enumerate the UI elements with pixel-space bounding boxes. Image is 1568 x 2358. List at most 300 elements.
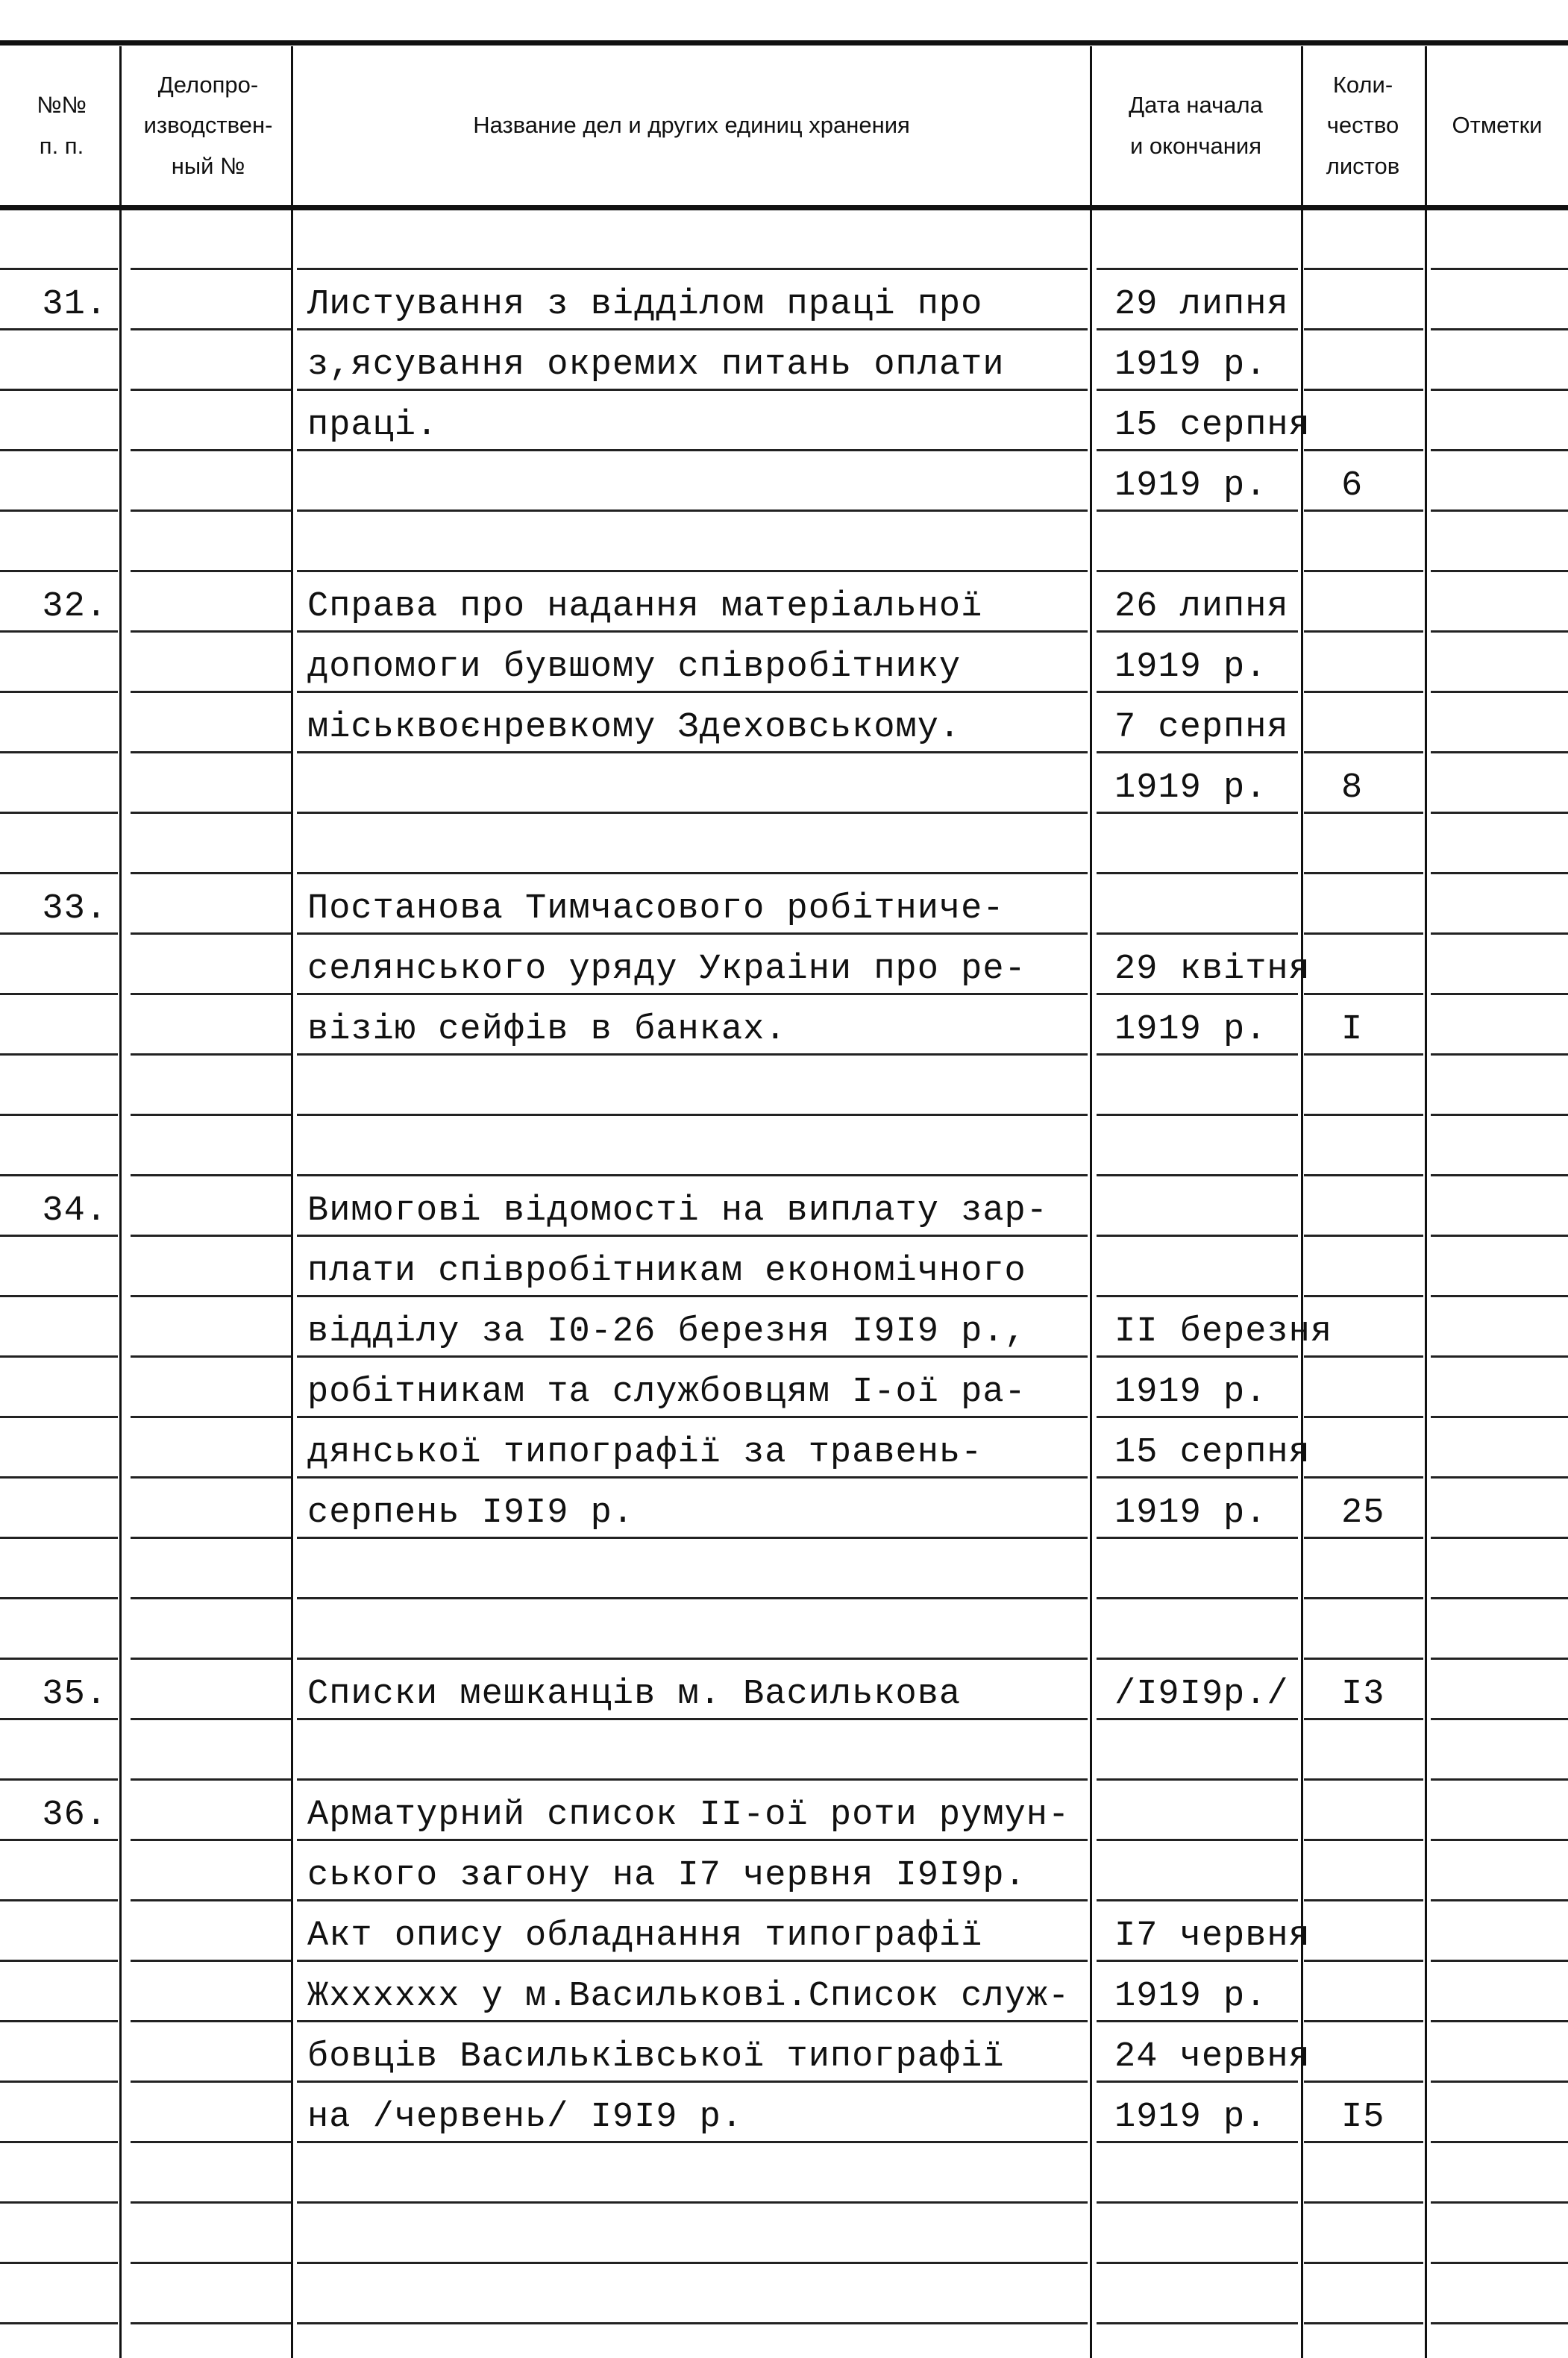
file-title-cell [297,1962,1088,2022]
file-title-cell [297,995,1088,1056]
row-number-cell [0,1418,118,1479]
file-title-text: серпень I9I9 р. [307,1493,635,1533]
notes-cell [1431,270,1568,330]
date-range-cell [1097,1116,1298,1176]
row-number-text: 36. [42,1796,107,1835]
file-title-text: дянської типографії за травень- [307,1433,983,1473]
sheet-count-cell [1304,210,1423,270]
table-row [0,874,1568,935]
header-col-sheets [1301,46,1425,205]
date-range-text: I7 червня [1114,1916,1311,1956]
table-row [0,451,1568,512]
date-range-cell [1097,1418,1311,1479]
date-range-text: 1919 р. [1114,1493,1267,1533]
table-row [0,1176,1568,1237]
notes-cell [1431,1297,1568,1358]
office-number-cell [131,1599,291,1660]
office-number-cell [131,330,291,391]
sheet-count-cell [1304,451,1423,512]
sheet-count-cell [1304,1539,1423,1599]
row-number-cell [0,1056,118,1116]
date-range-cell [1097,693,1298,753]
notes-cell [1431,1056,1568,1116]
file-title-cell [297,1539,1088,1599]
date-range-text: 1919 р. [1114,345,1267,385]
office-number-cell [131,2204,291,2264]
sheet-count-cell [1304,2204,1423,2264]
date-range-cell [1097,2204,1298,2264]
date-range-cell [1097,1901,1311,1962]
date-range-cell [1097,572,1298,633]
row-number-cell [0,1599,118,1660]
office-number-cell [131,693,291,753]
row-number-cell [0,814,118,874]
sheet-count-cell [1304,995,1423,1056]
sheet-count-cell [1304,2264,1423,2324]
sheet-count-cell [1304,1962,1423,2022]
office-number-cell [131,1901,291,1962]
date-range-cell [1097,391,1311,451]
office-number-cell [131,1962,291,2022]
sheet-count-cell [1304,633,1423,693]
notes-cell [1431,1237,1568,1297]
row-number-cell [0,1660,118,1720]
date-range-cell [1097,1660,1298,1720]
date-range-cell [1097,2143,1298,2204]
header-text: листов [1326,152,1400,179]
date-range-cell [1097,512,1298,572]
file-title-text: допомоги бувшому співробітнику [307,647,962,687]
notes-cell [1431,753,1568,814]
top-rule [0,40,1568,46]
sheet-count-text: I5 [1341,2098,1385,2137]
office-number-cell [131,1116,291,1176]
row-number-cell [0,2204,118,2264]
file-title-cell [297,1418,1088,1479]
date-range-cell [1097,2083,1298,2143]
row-number-cell [0,1358,118,1418]
header-col-title [292,46,1091,205]
row-number-cell [0,995,118,1056]
notes-cell [1431,1418,1568,1479]
row-number-cell [0,2143,118,2204]
row-number-text: 35. [42,1675,107,1714]
file-title-text: робітникам та службовцям I-ої ра- [307,1373,1026,1412]
row-number-text: 32. [42,587,107,627]
date-range-text: 1919 р. [1114,2098,1267,2137]
row-number-cell [0,1962,118,2022]
date-range-cell [1097,451,1298,512]
date-range-cell [1097,330,1298,391]
header-col-number [0,46,123,205]
row-number-cell [0,2264,118,2324]
row-number-cell [0,1841,118,1901]
notes-cell [1431,512,1568,572]
table-row [0,1479,1568,1539]
date-range-cell [1097,1841,1298,1901]
notes-cell [1431,451,1568,512]
office-number-cell [131,1418,291,1479]
office-number-cell [131,1237,291,1297]
office-number-cell [131,874,291,935]
table-row [0,2022,1568,2083]
file-title-text: візію сейфів в банках. [307,1010,787,1050]
file-title-cell [297,572,1088,633]
notes-cell [1431,693,1568,753]
file-title-text: бовців Васильківської типографії [307,2037,1005,2077]
row-number-cell [0,1237,118,1297]
row-number-cell [0,753,118,814]
row-number-cell [0,1116,118,1176]
table-row [0,1781,1568,1841]
header-text: п. п. [39,132,84,159]
date-range-cell [1097,270,1298,330]
sheet-count-text: 25 [1341,1493,1385,1533]
file-title-cell [297,2204,1088,2264]
row-number-cell [0,2083,118,2143]
row-number-cell [0,1781,118,1841]
table-row [0,572,1568,633]
file-title-text: Акт опису обладнання типографії [307,1916,983,1956]
file-title-text: міськвоєнревкому Здеховському. [307,708,962,747]
file-title-text: селянського уряду Украіни про ре- [307,950,1026,989]
date-range-text: 29 липня [1114,285,1289,324]
row-number-text: 34. [42,1191,107,1231]
file-title-cell [297,633,1088,693]
date-range-cell [1097,1056,1298,1116]
date-range-text: 26 липня [1114,587,1289,627]
table-row [0,814,1568,874]
file-title-cell [297,1056,1088,1116]
header-text: №№ [37,92,87,119]
table-row [0,995,1568,1056]
file-title-cell [297,693,1088,753]
date-range-cell [1097,633,1298,693]
table-row [0,1237,1568,1297]
sheet-count-cell [1304,1599,1423,1660]
office-number-cell [131,210,291,270]
file-title-cell [297,2143,1088,2204]
table-row [0,1358,1568,1418]
row-number-cell [0,330,118,391]
date-range-cell [1097,1297,1333,1358]
table-row [0,1841,1568,1901]
table-row [0,2143,1568,2204]
sheet-count-cell [1304,2022,1423,2083]
notes-cell [1431,2264,1568,2324]
sheet-count-cell [1304,1720,1423,1781]
file-title-cell [297,1781,1088,1841]
sheet-count-text: 6 [1341,466,1364,506]
office-number-cell [131,2083,291,2143]
row-number-cell [0,1901,118,1962]
file-title-cell [297,1901,1088,1962]
date-range-cell [1097,753,1298,814]
table-row [0,1297,1568,1358]
notes-cell [1431,1781,1568,1841]
notes-cell [1431,391,1568,451]
sheet-count-cell [1304,512,1423,572]
row-number-cell [0,512,118,572]
sheet-count-cell [1304,874,1423,935]
sheet-count-text: 8 [1341,768,1364,808]
row-number-cell [0,270,118,330]
file-title-text: відділу за I0-26 березня I9I9 р., [307,1312,1026,1352]
office-number-cell [131,935,291,995]
office-number-cell [131,1297,291,1358]
table-row [0,1599,1568,1660]
date-range-cell [1097,2264,1298,2324]
notes-cell [1431,633,1568,693]
notes-cell [1431,2083,1568,2143]
file-title-cell [297,1297,1088,1358]
office-number-cell [131,512,291,572]
date-range-cell [1097,1962,1298,2022]
office-number-cell [131,1056,291,1116]
date-range-cell [1097,874,1298,935]
sheet-count-cell [1304,753,1423,814]
notes-cell [1431,1599,1568,1660]
table-row [0,633,1568,693]
sheet-count-cell [1304,1297,1423,1358]
row-number-cell [0,1720,118,1781]
table-row [0,391,1568,451]
office-number-cell [131,633,291,693]
table-row [0,935,1568,995]
date-range-cell [1097,2022,1311,2083]
sheet-count-cell [1304,1660,1423,1720]
header-text: чество [1326,112,1399,139]
file-title-text: Справа про надання матеріальної [307,587,983,627]
file-title-text: Жxxxxxx у м.Васильковi.Список служ- [307,1977,1070,2016]
sheet-count-cell [1304,1237,1423,1297]
office-number-cell [131,1841,291,1901]
file-title-text: Арматурний список II-ої роти румун- [307,1796,1070,1835]
office-number-cell [131,1660,291,1720]
table-row [0,2204,1568,2264]
notes-cell [1431,1660,1568,1720]
sheet-count-cell [1304,572,1423,633]
sheet-count-cell [1304,935,1423,995]
office-number-cell [131,1176,291,1237]
date-range-cell [1097,814,1298,874]
sheet-count-cell [1304,1116,1423,1176]
file-title-cell [297,2264,1088,2324]
file-title-cell [297,330,1088,391]
notes-cell [1431,1116,1568,1176]
date-range-text: 1919 р. [1114,1977,1267,2016]
notes-cell [1431,330,1568,391]
sheet-count-cell [1304,330,1423,391]
notes-cell [1431,2022,1568,2083]
notes-cell [1431,1720,1568,1781]
file-title-text: ського загону на I7 червня I9I9р. [307,1856,1026,1896]
table-row [0,1539,1568,1599]
date-range-cell [1097,1781,1298,1841]
office-number-cell [131,753,291,814]
office-number-cell [131,270,291,330]
row-number-cell [0,2022,118,2083]
office-number-cell [131,814,291,874]
file-title-text: Вимогові відомості на виплату зар- [307,1191,1048,1231]
date-range-cell [1097,995,1298,1056]
file-title-text: на /червень/ I9I9 р. [307,2098,744,2137]
notes-cell [1431,1358,1568,1418]
date-range-text: 1919 р. [1114,647,1267,687]
date-range-text: /I9I9р./ [1114,1675,1289,1714]
row-number-cell [0,874,118,935]
office-number-cell [131,1720,291,1781]
date-range-text: 1919 р. [1114,466,1267,506]
file-title-text: Листування з відділом праці про [307,285,983,324]
notes-cell [1431,572,1568,633]
sheet-count-cell [1304,391,1423,451]
table-row [0,1418,1568,1479]
file-title-text: Списки мешканців м. Василькова [307,1675,962,1714]
header-text: и окончания [1129,132,1262,159]
file-title-cell [297,1237,1088,1297]
sheet-count-text: I3 [1341,1675,1385,1714]
notes-cell [1431,1901,1568,1962]
file-title-cell [297,451,1088,512]
table-row [0,1660,1568,1720]
file-title-cell [297,1660,1088,1720]
table-row [0,1962,1568,2022]
date-range-cell [1097,1479,1298,1539]
sheet-count-cell [1304,270,1423,330]
file-title-cell [297,1599,1088,1660]
table-row [0,1056,1568,1116]
notes-cell [1431,2204,1568,2264]
row-number-text: 31. [42,285,107,324]
table-row [0,1901,1568,1962]
sheet-count-cell [1304,693,1423,753]
date-range-text: 1919 р. [1114,1373,1267,1412]
table-row [0,753,1568,814]
sheet-count-cell [1304,2143,1423,2204]
sheet-count-cell [1304,1056,1423,1116]
office-number-cell [131,1781,291,1841]
header-col-office-number [125,46,291,205]
row-number-cell [0,935,118,995]
notes-cell [1431,1479,1568,1539]
header-text: Делопро- [157,72,259,98]
file-title-cell [297,874,1088,935]
date-range-text: 29 квітня [1114,950,1311,989]
date-range-text: 15 серпня [1114,1433,1311,1473]
file-title-cell [297,1720,1088,1781]
sheet-count-cell [1304,1841,1423,1901]
date-range-text: 1919 р. [1114,768,1267,808]
date-range-text: 7 серпня [1114,708,1289,747]
header-text: ный № [171,152,245,179]
sheet-count-cell [1304,1176,1423,1237]
table-row [0,2083,1568,2143]
file-title-cell [297,814,1088,874]
notes-cell [1431,1841,1568,1901]
notes-cell [1431,995,1568,1056]
file-title-cell [297,2022,1088,2083]
date-range-text: 1919 р. [1114,1010,1267,1050]
office-number-cell [131,1539,291,1599]
date-range-cell [1097,1237,1298,1297]
row-number-cell [0,210,118,270]
notes-cell [1431,2143,1568,2204]
notes-cell [1431,1176,1568,1237]
office-number-cell [131,391,291,451]
table-row [0,1116,1568,1176]
office-number-cell [131,451,291,512]
notes-cell [1431,210,1568,270]
office-number-cell [131,1358,291,1418]
notes-cell [1431,1962,1568,2022]
row-number-text: 33. [42,889,107,929]
inventory-table-body [0,210,1568,2324]
file-title-text: праці. [307,406,439,445]
row-number-cell [0,693,118,753]
row-number-cell [0,1539,118,1599]
file-title-text: плати співробітникам економічного [307,1252,1026,1291]
row-number-cell [0,391,118,451]
file-title-cell [297,1116,1088,1176]
file-title-text: Постанова Тимчасового робітниче- [307,889,1005,929]
table-row [0,512,1568,572]
header-col-dates [1092,46,1299,205]
file-title-cell [297,753,1088,814]
sheet-count-cell [1304,1358,1423,1418]
date-range-text: 24 червня [1114,2037,1311,2077]
date-range-text: II березня [1114,1312,1333,1352]
file-title-cell [297,391,1088,451]
office-number-cell [131,995,291,1056]
table-row [0,693,1568,753]
office-number-cell [131,2143,291,2204]
office-number-cell [131,572,291,633]
date-range-cell [1097,1176,1298,1237]
table-row [0,330,1568,391]
file-title-cell [297,1176,1088,1237]
sheet-count-cell [1304,2083,1423,2143]
file-title-text: з,ясування окремих питань оплати [307,345,1005,385]
office-number-cell [131,2264,291,2324]
date-range-cell [1097,935,1311,995]
header-text: Коли- [1332,72,1393,98]
table-row [0,270,1568,330]
row-number-cell [0,1479,118,1539]
sheet-count-cell [1304,1479,1423,1539]
row-number-cell [0,633,118,693]
row-number-cell [0,1297,118,1358]
notes-cell [1431,814,1568,874]
date-range-cell [1097,1539,1298,1599]
office-number-cell [131,2022,291,2083]
row-number-cell [0,451,118,512]
sheet-count-text: I [1341,1010,1364,1050]
table-row [0,1720,1568,1781]
file-title-cell [297,1841,1088,1901]
row-number-cell [0,1176,118,1237]
row-number-cell [0,572,118,633]
file-title-cell [297,1358,1088,1418]
file-title-cell [297,210,1088,270]
table-row [0,210,1568,270]
sheet-count-cell [1304,1781,1423,1841]
header-text: Дата начала [1129,92,1263,119]
sheet-count-cell [1304,814,1423,874]
notes-cell [1431,874,1568,935]
file-title-cell [297,270,1088,330]
notes-cell [1431,935,1568,995]
